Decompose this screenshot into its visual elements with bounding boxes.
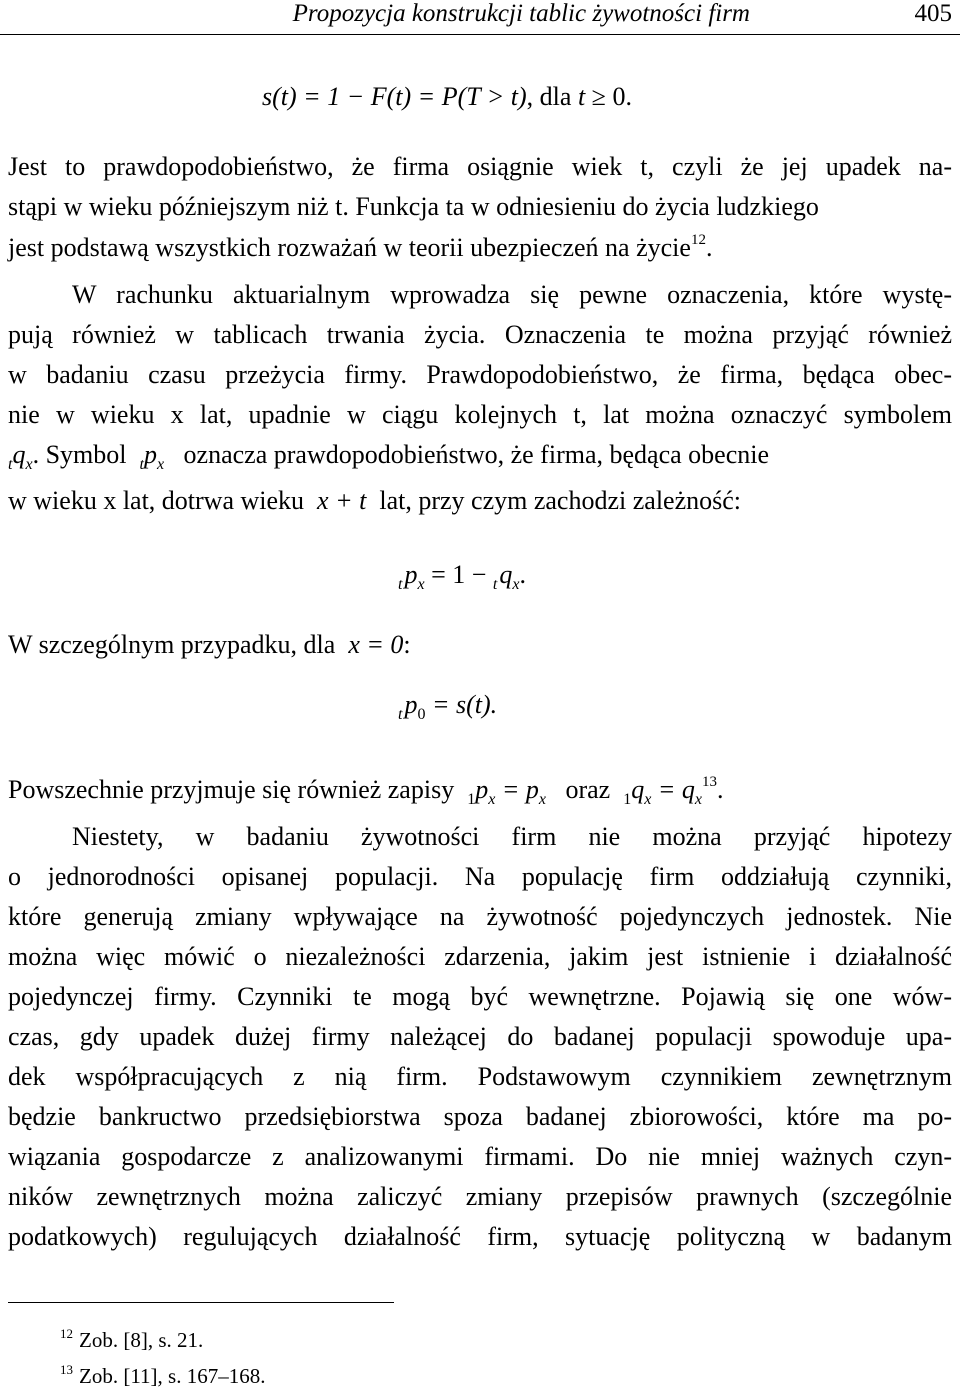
para4-line11: podatkowych) regulujących działalność firm, sytuację polityczną w badanym <box>8 1222 952 1251</box>
para1-line3-text: jest podstawą wszystkich rozważań w teorii ubezpieczeń na życie <box>8 233 691 262</box>
symbol-q: q <box>12 440 26 469</box>
footnote-ref-12: 12 <box>690 232 706 248</box>
para1-line3 <box>8 232 712 263</box>
para3-line: Powszechnie przyjmuje się również zapisy $_1p_x = p_x$ oraz $_1q_x = q_x^{13}$. <box>8 774 724 808</box>
para2-line6-a: w wieku x lat, dotrwa wieku <box>8 486 305 515</box>
survival-formula-t: t <box>577 82 586 111</box>
para4-line10: ników zewnętrznych można zaliczyć zmiany przepisów prawnych (szczególnie <box>8 1182 952 1211</box>
footnote-separator <box>8 1302 394 1303</box>
survival-formula-lhs: s(t) = 1 − F(t) = P(T > t) <box>262 82 527 111</box>
footnote-13-number: 13 <box>60 1362 73 1377</box>
para1-line1: Jest to prawdopodobieństwo, że firma osiągnie wiek t, czyli że jej upadek na- <box>8 152 952 181</box>
para4-line2: o jednorodności opisanej populacji. Na populację firm oddziałują czynniki, <box>8 862 952 891</box>
para2-line6-expr: x + t <box>317 486 367 515</box>
para2-line5: $_tq_x$. Symbol $_tp_x$ oznacza prawdopodobieństwo, że firma, będąca obecnie <box>8 440 769 473</box>
running-header <box>0 0 960 35</box>
para2-line6-b: lat, przy czym zachodzi zależność: <box>379 486 741 515</box>
footnote-ref-13: 13 <box>701 774 717 790</box>
para4-line9: wiązania gospodarcze z analizowanymi firmami. Do nie mniej ważnych czyn- <box>8 1142 952 1171</box>
footnote-12 <box>60 1326 203 1353</box>
para1-line3-end: . <box>705 233 713 262</box>
para2-line3: w badaniu czasu przeżycia firmy. Prawdopodobieństwo, że firma, będąca obec- <box>8 360 952 389</box>
para4-line4: można więc mówić o niezależności zdarzenia, jakim jest istnienie i działalność <box>8 942 952 971</box>
para4-line3: które generują zmiany wpływające na żywotność pojedynczych jednostek. Nie <box>8 902 952 931</box>
page-number: 405 <box>914 0 952 27</box>
para4-line1: Niestety, w badaniu żywotności firm nie można przyjąć hipotezy <box>72 822 952 851</box>
footnote-12-text: Zob. [8], s. 21. <box>79 1328 204 1352</box>
para4-line8: będzie bankructwo przedsiębiorstwa spoza badanej zbiorowości, które ma po- <box>8 1102 952 1131</box>
survival-formula <box>262 82 632 112</box>
para4-line6: czas, gdy upadek dużej firmy należącej do badanej populacji spowoduje upa- <box>8 1022 952 1051</box>
para4-line5: pojedynczej firmy. Czynniki te mogą być wewnętrzne. Pojawią się one wów- <box>8 982 952 1011</box>
symbol-p: p <box>143 440 157 469</box>
para2-line5-a: . Symbol <box>32 440 127 469</box>
survival-formula-cond: , dla <box>526 82 572 111</box>
para2-line6 <box>8 486 741 516</box>
survival-formula-ge: ≥ 0. <box>591 82 632 111</box>
footnote-13-text: Zob. [11], s. 167–168. <box>79 1364 266 1388</box>
running-title: Propozycja konstrukcji tablic żywotności firm <box>292 0 750 27</box>
p0-formula: $_tp_0 = s(t)$. <box>398 690 498 723</box>
para2-line5-b: oznacza prawdopodobieństwo, że firma, będąca obecnie <box>183 440 769 469</box>
p-q-formula: $_tp_x = 1 - _tq_x$. <box>398 560 526 593</box>
para4-line7: dek współpracujących z nią firm. Podstawowym czynnikiem zewnętrznym <box>8 1062 952 1091</box>
footnote-13 <box>60 1362 265 1389</box>
para2-line1: W rachunku aktuarialnym wprowadza się pewne oznaczenia, które wystę- <box>72 280 952 309</box>
para2-line4: nie w wieku x lat, upadnie w ciągu kolejnych t, lat można oznaczyć symbolem <box>8 400 952 429</box>
footnote-12-number: 12 <box>60 1326 73 1341</box>
special-case-line: W szczególnym przypadku, dla x = 0: <box>8 630 411 659</box>
para2-line2: pują również w tablicach trwania życia. Oznaczenia te można przyjąć również <box>8 320 952 349</box>
para1-line2: stąpi w wieku późniejszym niż t. Funkcja ta w odniesieniu do życia ludzkiego <box>8 192 819 221</box>
